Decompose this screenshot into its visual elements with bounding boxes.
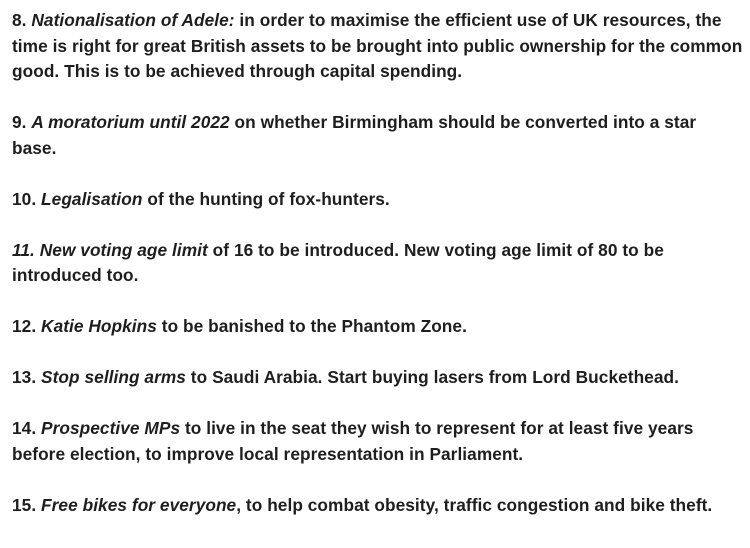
list-item-9 (12, 110, 744, 161)
item-emphasis: Nationalisation of Adele: (31, 10, 235, 30)
list-item-10 (12, 187, 744, 213)
item-text: to live in the seat they wish to represent for at least five years before election, to improve local representation in Parliament. (12, 418, 694, 464)
item-number: 12. (12, 316, 37, 336)
item-text: in order to maximise the efficient use of UK resources, the time is right for great British assets to be brought into public ownership for the common good. This is to be achieved through capital spending. (12, 10, 743, 81)
item-text: on whether Birmingham should be converted into a star base. (12, 112, 697, 158)
list-item-14 (12, 416, 744, 467)
item-number: 9. (12, 112, 27, 132)
item-emphasis: Free bikes for everyone (41, 494, 237, 515)
item-emphasis: Legalisation (41, 188, 143, 209)
item-emphasis: Katie Hopkins (41, 316, 157, 336)
item-text: to Saudi Arabia. Start buying lasers from Lord Buckethead. (185, 367, 679, 387)
item-number: 11. (12, 239, 35, 260)
item-text: of the hunting of fox-hunters. (142, 188, 390, 209)
list-item-12 (12, 314, 744, 340)
item-number: 15. (12, 494, 37, 515)
item-text: , to help combat obesity, traffic congestion and bike theft. (236, 494, 713, 515)
list-item-8 (12, 8, 744, 85)
item-number: 8. (12, 10, 27, 30)
item-number: 14. (12, 418, 37, 438)
item-emphasis: A moratorium until 2022 (31, 112, 230, 132)
item-emphasis: Prospective MPs (41, 418, 181, 438)
list-item-13 (12, 365, 744, 391)
list-item-15 (12, 493, 744, 519)
item-number: 10. (12, 188, 37, 209)
item-number: 13. (12, 367, 37, 387)
item-emphasis: New voting age limit (39, 239, 208, 260)
item-emphasis: Stop selling arms (41, 367, 186, 387)
manifesto-list (12, 8, 744, 544)
list-item-11 (12, 238, 744, 289)
item-text: to be banished to the Phantom Zone. (156, 316, 467, 336)
item-text: of 16 to be introduced. New voting age limit of 80 to be introduced too. (12, 239, 664, 285)
